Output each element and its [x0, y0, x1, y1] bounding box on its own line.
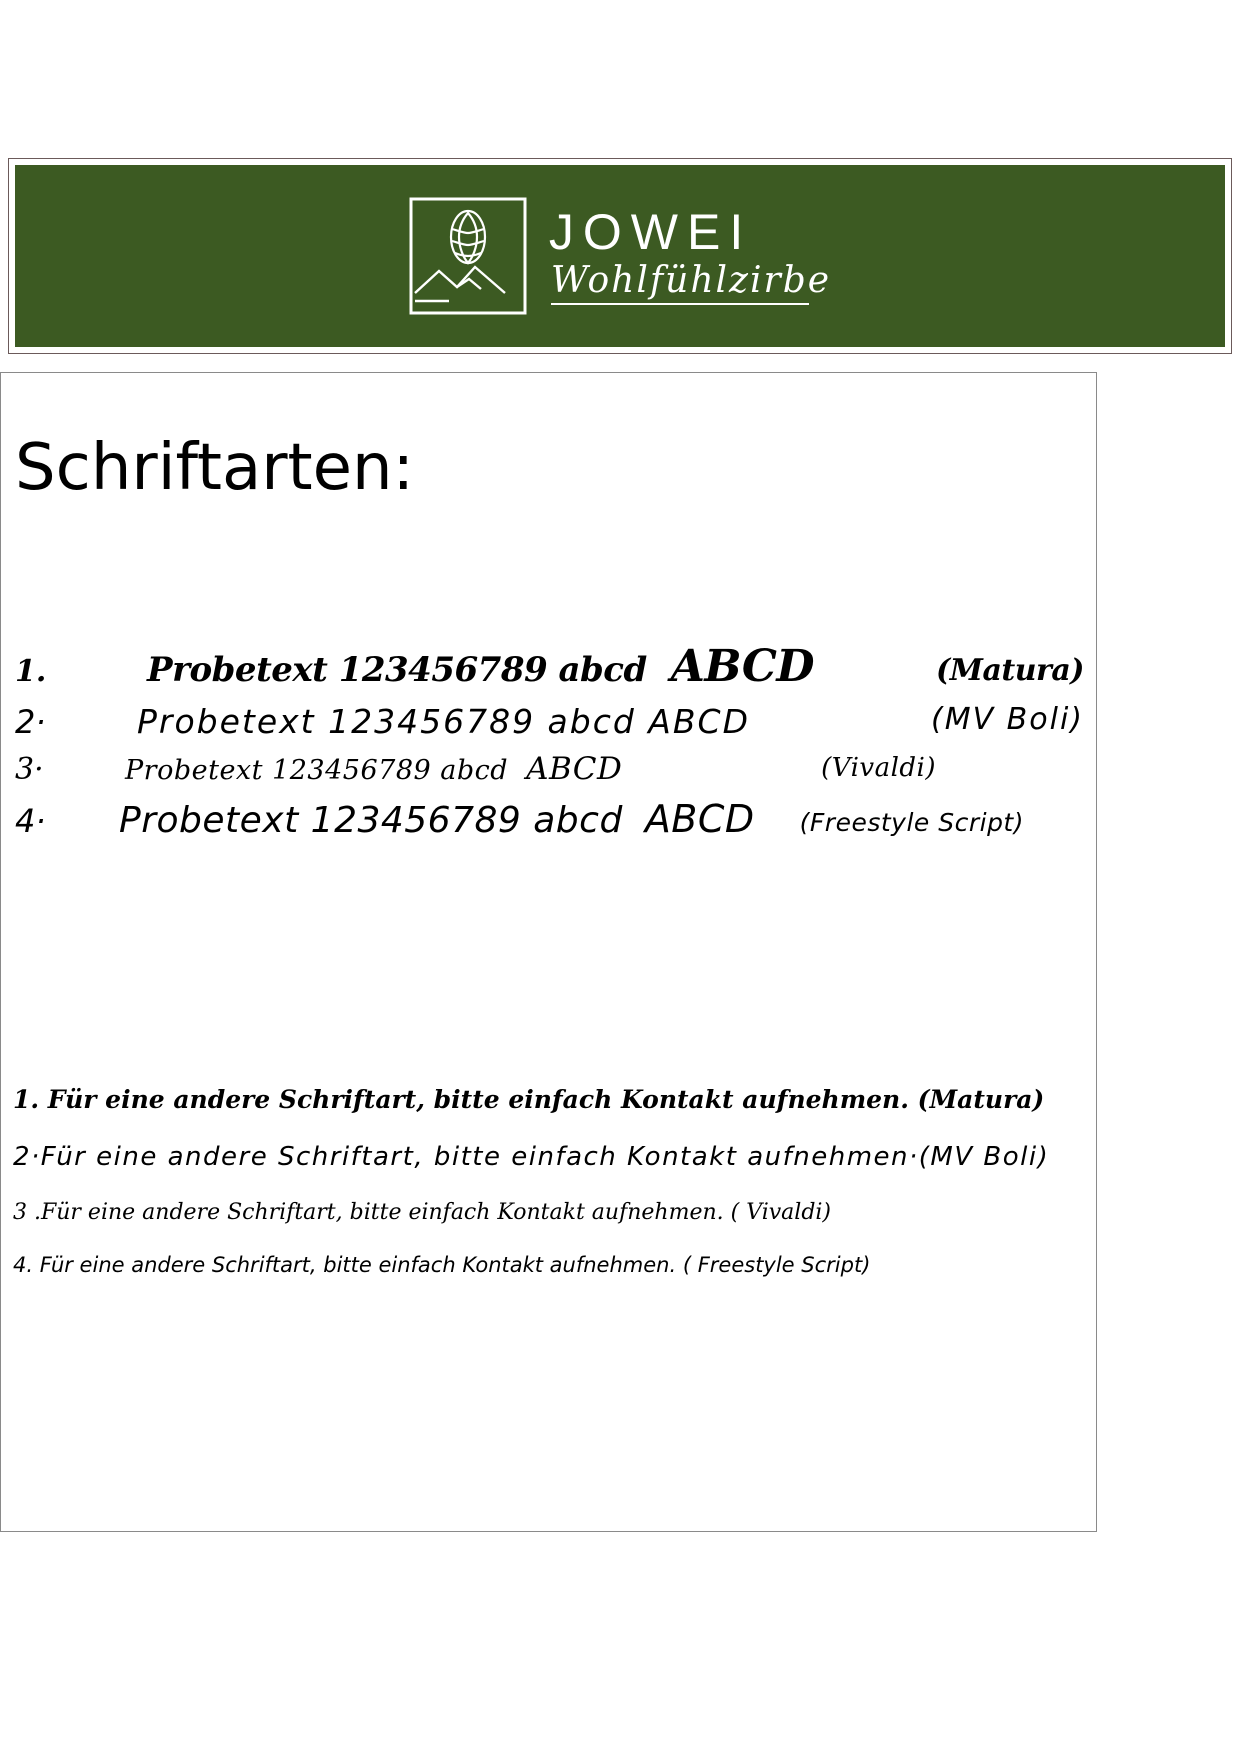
font-sample-list [1, 641, 1096, 851]
sample-abcd: ABCD [670, 641, 815, 692]
logo-lockup [409, 197, 831, 315]
sentence-sample-list [13, 1085, 1083, 1305]
sentence-sample: 3 .Für eine andere Schriftart, bitte einfach Kontakt aufnehmen. ( Vivaldi) [13, 1200, 832, 1225]
page-title: Schriftarten: [15, 431, 415, 505]
logo-text [548, 204, 832, 305]
brand-underline [551, 303, 809, 305]
sentence-sample: 1. Für eine andere Schriftart, bitte einfach Kontakt aufnehmen. (Matura) [13, 1085, 1045, 1114]
sentence-sample: 4. Für eine andere Schriftart, bitte einfach Kontakt aufnehmen. ( Freestyle Script) [13, 1253, 871, 1277]
content-sheet [0, 372, 1097, 1532]
sample-font-name: (Vivaldi) [821, 753, 936, 783]
header-frame [8, 158, 1232, 354]
sample-specimen: Probetext 123456789 abcd [119, 800, 623, 841]
sample-specimen: Probetext 123456789 abcd [147, 650, 647, 690]
brand-subtitle: Wohlfühlzirbe [550, 260, 832, 301]
pinecone-mountain-icon [409, 197, 527, 315]
font-sample-row [1, 641, 1096, 692]
sentence-sample: 2·Für eine andere Schriftart, bitte einfach Kontakt aufnehmen·(MV Boli) [13, 1142, 1050, 1172]
sample-font-name: (Matura) [936, 653, 1084, 688]
font-sample-row [1, 702, 1096, 741]
font-sample-row [1, 751, 1096, 787]
sample-number: 4· [15, 802, 46, 840]
sample-number: 2· [15, 703, 46, 741]
font-sample-row [1, 797, 1096, 841]
brand-name: JOWEI [548, 204, 753, 260]
brand-header-band [15, 165, 1225, 347]
sample-abcd: ABCD [526, 751, 623, 787]
sample-font-name: (Freestyle Script) [799, 808, 1024, 837]
sample-specimen: Probetext 123456789 abcd ABCD [137, 702, 750, 741]
sample-font-name: (MV Boli) [931, 702, 1084, 737]
sample-specimen: Probetext 123456789 abcd [125, 755, 509, 786]
sample-abcd: ABCD [644, 797, 755, 841]
sample-number: 3· [15, 752, 44, 787]
sample-number: 1. [15, 654, 47, 689]
